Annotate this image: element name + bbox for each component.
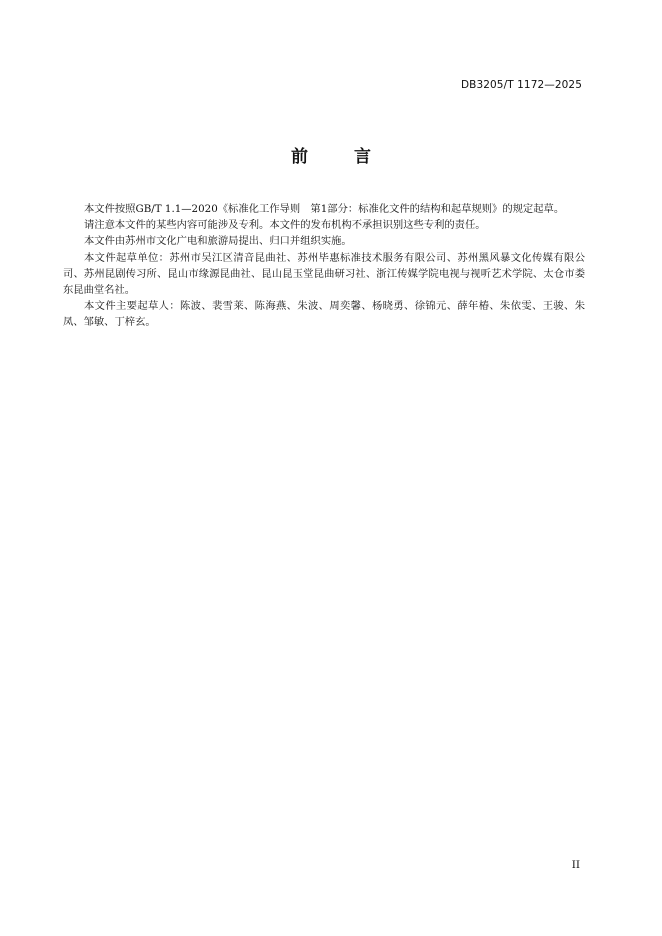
paragraph-drafting-units: 本文件起草单位：苏州市吴江区清音昆曲社、苏州毕惠标准技术服务有限公司、苏州黑风暴文化传媒有限公司、苏州昆剧传习所、昆山市缘源昆曲社、昆山昆玉堂昆曲研习社、浙江传媒学院电视与视听艺术学院、太仓市娄东昆曲堂名社。 <box>63 251 585 297</box>
page-title: 前 言 <box>291 147 391 167</box>
paragraph-proposer: 本文件由苏州市文化广电和旅游局提出、归口并组织实施。 <box>84 235 352 248</box>
paragraph-drafters: 本文件主要起草人：陈波、裴雪莱、陈海燕、朱波、周奕馨、杨晓勇、徐锦元、薛年椿、朱依雯、王骏、朱凤、邹敏、丁梓玄。 <box>63 300 585 329</box>
paragraph-patent-notice: 请注意本文件的某些内容可能涉及专利。本文件的发布机构不承担识别这些专利的责任。 <box>84 219 486 232</box>
document-code: DB3205/T 1172—2025 <box>460 79 582 91</box>
page-number: II <box>571 859 580 871</box>
preface-body <box>63 201 585 331</box>
paragraph-drafting-rules: 本文件按照GB/T 1.1—2020《标准化工作导则 第1部分：标准化文件的结构和起草规则》的规定起草。 <box>84 203 565 215</box>
